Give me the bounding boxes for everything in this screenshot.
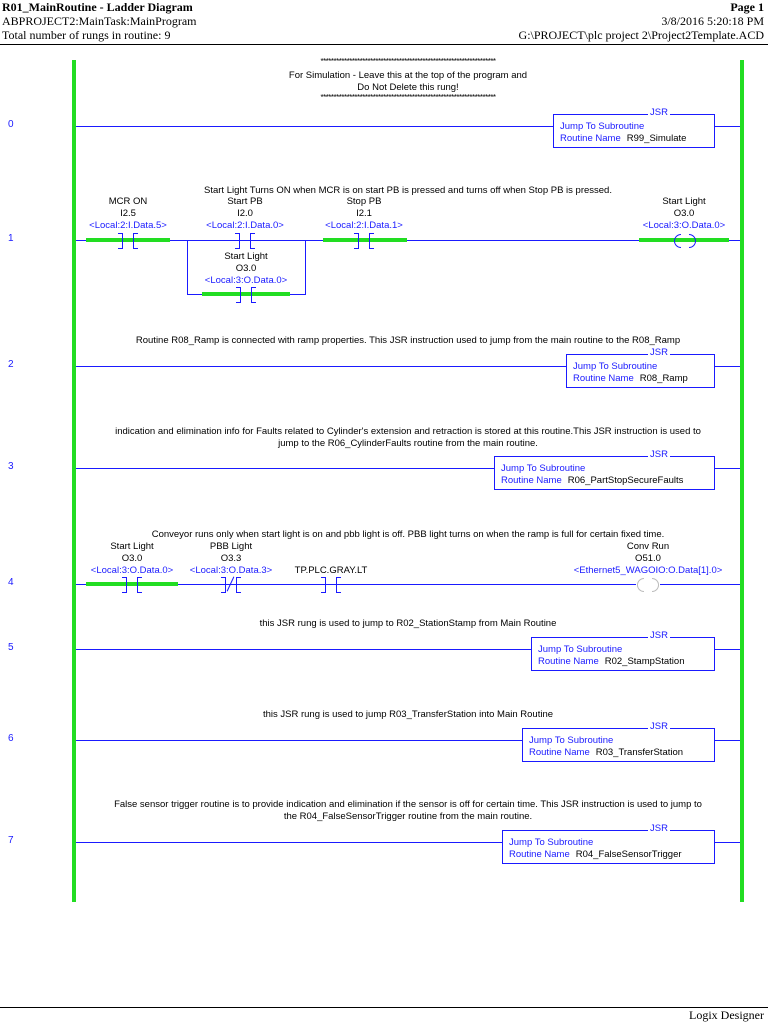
jsr-label: JSR — [650, 449, 668, 460]
jsr-type: Jump To Subroutine — [538, 644, 623, 655]
jsr-instruction-r99[interactable] — [553, 107, 715, 148]
tag-name: Start Light — [110, 541, 154, 552]
jsr-label: JSR — [650, 823, 668, 834]
rung-wire — [714, 126, 740, 127]
jsr-type: Jump To Subroutine — [529, 735, 614, 746]
rung-wire — [76, 366, 566, 367]
tag-name: Start Light — [224, 251, 268, 262]
tag-address: I2.1 — [356, 208, 372, 219]
rung-wire — [76, 740, 522, 741]
xic-contact-stop-pb[interactable] — [351, 233, 377, 247]
rung-comment: Start Light Turns ON when MCR is on start PB is pressed and turns off when Stop PB is pressed. — [204, 185, 612, 196]
rung-wire — [76, 842, 502, 843]
jsr-type: Jump To Subroutine — [560, 121, 645, 132]
footer-divider — [0, 1007, 768, 1008]
rung-number: 2 — [8, 359, 14, 370]
jsr-routine-key: Routine Name — [538, 656, 599, 667]
tag-alias: TP.PLC.GRAY.LT — [294, 565, 368, 576]
tag-address: O3.0 — [121, 553, 143, 564]
rung-comment-line2: Do Not Delete this rung! — [357, 82, 459, 93]
jsr-label: JSR — [650, 107, 668, 118]
xic-contact-start-light-seal[interactable] — [233, 287, 259, 301]
tag-name: Start PB — [227, 196, 263, 207]
jsr-instruction-r08[interactable] — [566, 347, 715, 388]
jsr-routine-value: R08_Ramp — [639, 373, 688, 384]
jsr-label: JSR — [650, 347, 668, 358]
rung-number: 4 — [8, 577, 14, 588]
rung-comment: Conveyor runs only when start light is on and pbb light is off. PBB light turns on when the ramp is full for certain fixed time. — [151, 529, 665, 540]
tag-alias: <Local:3:O.Data.0> — [642, 220, 726, 231]
rung-number: 5 — [8, 642, 14, 653]
jsr-instruction-r03[interactable] — [522, 721, 715, 762]
tag-address: I2.0 — [237, 208, 253, 219]
jsr-routine-key: Routine Name — [560, 133, 621, 144]
tag-name: MCR ON — [108, 196, 148, 207]
left-power-rail — [72, 60, 76, 902]
tag-address: O3.0 — [673, 208, 695, 219]
tag-name: Start Light — [662, 196, 706, 207]
tag-address: O3.0 — [235, 263, 257, 274]
rung-number: 7 — [8, 835, 14, 846]
page-number: Page 1 — [730, 0, 764, 14]
rung-wire — [76, 126, 553, 127]
jsr-routine-key: Routine Name — [501, 475, 562, 486]
jsr-routine-key: Routine Name — [529, 747, 590, 758]
jsr-routine-value: R04_FalseSensorTrigger — [575, 849, 682, 860]
jsr-routine-value: R99_Simulate — [626, 133, 687, 144]
rung-wire — [714, 842, 740, 843]
jsr-instruction-r02[interactable] — [531, 630, 715, 671]
tag-name: Conv Run — [626, 541, 670, 552]
tag-alias: <Local:2:I.Data.0> — [206, 220, 284, 231]
rung-wire — [714, 468, 740, 469]
jsr-routine-value: R06_PartStopSecureFaults — [567, 475, 684, 486]
rung-comment-line1: False sensor trigger routine is to provide indication and elimination if the sensor is off for certain time. This JSR instruction is used to jump to — [114, 799, 702, 810]
jsr-label: JSR — [650, 721, 668, 732]
rung-wire — [76, 649, 531, 650]
jsr-instruction-r06[interactable] — [494, 449, 715, 490]
right-power-rail — [740, 60, 744, 902]
rung-count: Total number of rungs in routine: 9 — [2, 28, 171, 42]
tag-alias: <Local:2:I.Data.5> — [89, 220, 167, 231]
tag-alias: <Ethernet5_WAGOIO:O.Data[1].0> — [573, 565, 723, 576]
project-file-path: G:\PROJECT\plc project 2\Project2Template.ACD — [518, 28, 764, 42]
branch-wire-left — [187, 240, 188, 294]
tag-alias: <Local:3:O.Data.0> — [90, 565, 174, 576]
tag-alias: <Local:2:I.Data.1> — [325, 220, 403, 231]
rung-wire — [714, 649, 740, 650]
tag-address: I2.5 — [120, 208, 136, 219]
rung-number: 6 — [8, 733, 14, 744]
rung-comment-line1: For Simulation - Leave this at the top of the program and — [288, 70, 528, 81]
ote-coil-start-light[interactable] — [674, 233, 696, 247]
rung-wire — [76, 468, 494, 469]
rung-comment: Routine R08_Ramp is connected with ramp properties. This JSR instruction used to jump from the main routine to the R08_Ramp — [135, 335, 681, 346]
program-path: ABPROJECT2:MainTask:MainProgram — [2, 14, 197, 28]
ote-coil-conv-run[interactable] — [637, 577, 659, 591]
tag-alias: <Local:3:O.Data.3> — [189, 565, 273, 576]
rung-wire — [714, 366, 740, 367]
tag-address: O51.0 — [635, 553, 661, 564]
print-datetime: 3/8/2016 5:20:18 PM — [661, 14, 764, 28]
jsr-routine-value: R03_TransferStation — [595, 747, 684, 758]
xic-contact-start-pb[interactable] — [232, 233, 258, 247]
rung-comment: this JSR rung is used to jump to R02_StationStamp from Main Routine — [259, 618, 557, 629]
tag-name: PBB Light — [209, 541, 253, 552]
tag-address: O3.3 — [220, 553, 242, 564]
routine-title: R01_MainRoutine - Ladder Diagram — [2, 0, 193, 14]
rung-number: 3 — [8, 461, 14, 472]
rung-number: 0 — [8, 119, 14, 130]
jsr-label: JSR — [650, 630, 668, 641]
rung-wire — [714, 740, 740, 741]
rung-wire — [660, 584, 740, 585]
jsr-routine-value: R02_StampStation — [604, 656, 685, 667]
jsr-type: Jump To Subroutine — [573, 361, 658, 372]
xic-contact-gray-lt[interactable] — [318, 577, 344, 591]
rung-comment-line2: the R04_FalseSensorTrigger routine from the main routine. — [283, 811, 533, 822]
jsr-routine-key: Routine Name — [509, 849, 570, 860]
jsr-type: Jump To Subroutine — [501, 463, 586, 474]
xio-contact-pbb-light[interactable] — [218, 577, 244, 591]
comment-stars-bottom: ******************************************************************* — [320, 93, 496, 102]
footer-app-name: Logix Designer — [689, 1008, 764, 1022]
rung-comment: this JSR rung is used to jump R03_TransferStation into Main Routine — [262, 709, 554, 720]
rung-comment-line2: jump to the R06_CylinderFaults routine from the main routine. — [278, 438, 538, 449]
xic-contact-start-light[interactable] — [119, 577, 145, 591]
xic-contact-mcr-on[interactable] — [115, 233, 141, 247]
tag-name: Stop PB — [346, 196, 382, 207]
rung-comment-line1: indication and elimination info for Faults related to Cylinder's extension and retraction is stored at this routine.This JSR instruction is used to — [115, 426, 701, 437]
rung-number: 1 — [8, 233, 14, 244]
header-divider — [0, 44, 768, 45]
jsr-routine-key: Routine Name — [573, 373, 634, 384]
jsr-instruction-r04[interactable] — [502, 823, 715, 864]
branch-wire-right — [305, 240, 306, 294]
comment-stars-top: ******************************************************************* — [320, 57, 496, 66]
jsr-type: Jump To Subroutine — [509, 837, 594, 848]
tag-alias: <Local:3:O.Data.0> — [204, 275, 288, 286]
